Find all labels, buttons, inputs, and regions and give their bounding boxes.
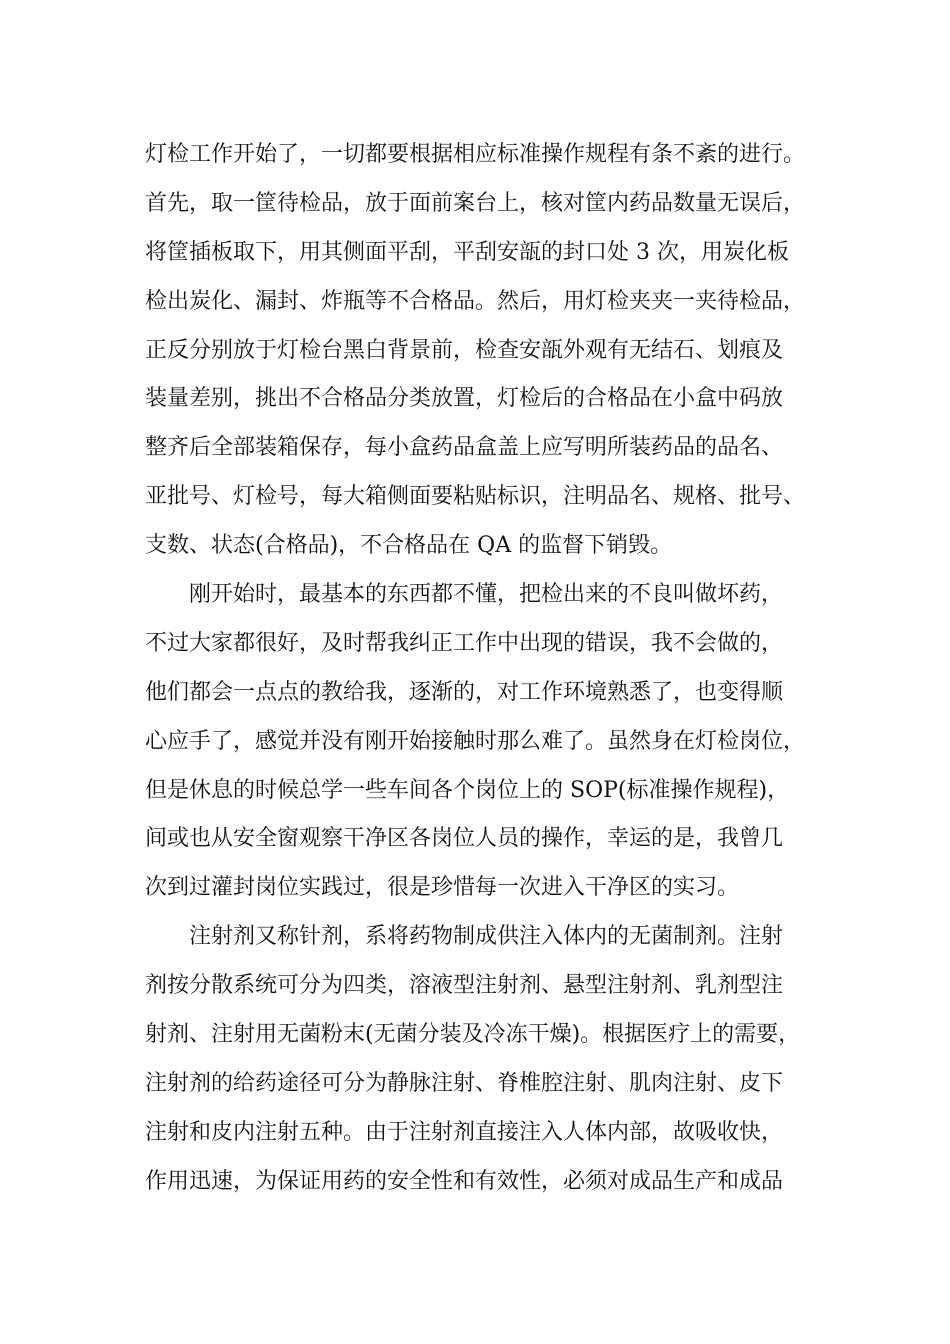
text-line: 剂按分散系统可分为四类，溶液型注射剂、悬型注射剂、乳剂型注 — [145, 973, 784, 999]
text-line: 首先，取一筐待检品，放于面前案台上，核对筐内药品数量无误后， — [145, 190, 806, 216]
text-line: 注射和皮内注射五种。由于注射剂直接注入人体内部，故吸收快， — [145, 1119, 784, 1145]
text-line: 将筐插板取下，用其侧面平刮，平刮安瓿的封口处 3 次，用炭化板 — [145, 239, 789, 265]
text-line: 心应手了，感觉并没有刚开始接触时那么难了。虽然身在灯检岗位， — [145, 728, 806, 754]
text-line: 装量差别，挑出不合格品分类放置，灯检后的合格品在小盒中码放 — [145, 386, 784, 412]
text-line: 但是休息的时候总学一些车间各个岗位上的 SOP(标准操作规程)， — [145, 777, 790, 803]
text-line: 正反分别放于灯检台黑白背景前，检查安瓿外观有无结石、划痕及 — [145, 337, 784, 363]
text-line: 注射剂的给药途径可分为静脉注射、脊椎腔注射、肌肉注射、皮下 — [145, 1070, 784, 1096]
text-line: 亚批号、灯检号，每大箱侧面要粘贴标识，注明品名、规格、批号、 — [145, 484, 806, 510]
text-line: 作用迅速，为保证用药的安全性和有效性，必须对成品生产和成品 — [145, 1168, 784, 1194]
text-line: 射剂、注射用无菌粉末(无菌分装及冷冻干燥)。根据医疗上的需要， — [145, 1022, 801, 1048]
text-line: 他们都会一点点的教给我，逐渐的，对工作环境熟悉了，也变得顺 — [145, 679, 784, 705]
text-line: 间或也从安全窗观察干净区各岗位人员的操作，幸运的是，我曾几 — [145, 826, 784, 852]
text-line: 灯检工作开始了，一切都要根据相应标准操作规程有条不紊的进行。 — [145, 142, 806, 167]
text-line: 支数、状态(合格品)，不合格品在 QA 的监督下销毁。 — [145, 533, 673, 559]
text-line: 次到过灌封岗位实践过，很是珍惜每一次进入干净区的实习。 — [145, 875, 740, 901]
text-line: 不过大家都很好，及时帮我纠正工作中出现的错误，我不会做的， — [145, 630, 784, 656]
body-text — [145, 131, 835, 1207]
text-line: 整齐后全部装箱保存，每小盒药品盒盖上应写明所装药品的品名、 — [145, 435, 784, 461]
text-line: 刚开始时，最基本的东西都不懂，把检出来的不良叫做坏药， — [145, 582, 784, 608]
text-line: 注射剂又称针剂，系将药物制成供注入体内的无菌制剂。注射 — [145, 924, 784, 950]
text-line: 检出炭化、漏封、炸瓶等不合格品。然后，用灯检夹夹一夹待检品， — [145, 288, 806, 314]
